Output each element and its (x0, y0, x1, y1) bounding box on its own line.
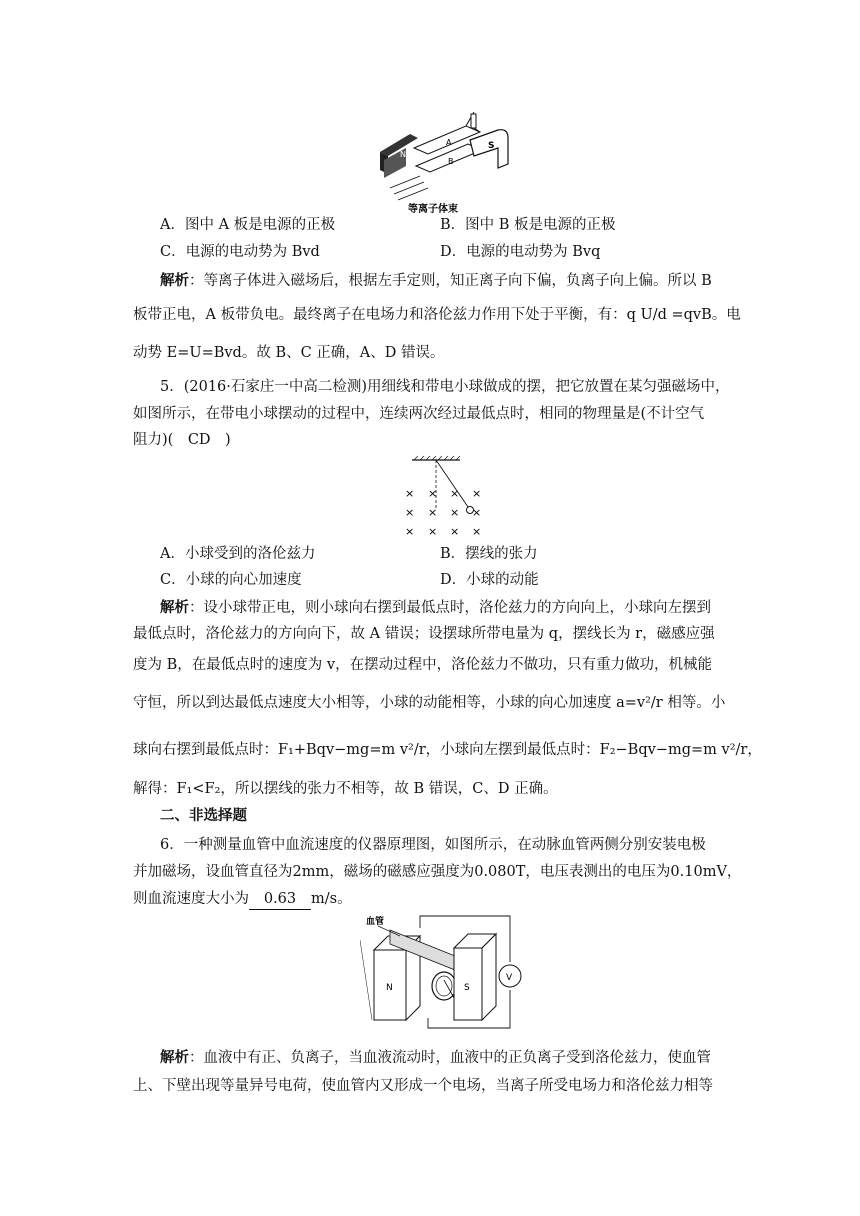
q6-jiexi-label: 解析 (160, 1049, 189, 1066)
south-pole-label: S (464, 983, 470, 993)
field-mark: × (428, 487, 438, 500)
q5-jiexi-label: 解析 (160, 599, 189, 616)
q5-solution-line-4: 守恒，所以到达最低点速度大小相等，小球的动能相等，小球的向心加速度 a=v²/r 相等。小 (133, 695, 726, 711)
q5-stem-line-1: 5．(2016·石家庄一中高二检测)用细线和带电小球做成的摆，把它放置在某匀强磁场中， (160, 379, 730, 395)
q4-solution-line-1 (160, 271, 712, 291)
fig1-label-s: S (488, 141, 495, 151)
section-heading: 二、非选择题 (160, 807, 247, 824)
field-mark: × (405, 525, 415, 538)
fig1-label-n: N (400, 150, 406, 159)
q5-option-a: A．小球受到的洛伦兹力 (160, 546, 316, 562)
q5-stem-line-2: 如图所示，在带电小球摆动的过程中，连续两次经过最低点时，相同的物理量是(不计空气 (133, 406, 705, 422)
field-mark: × (428, 506, 438, 519)
fig1-label-b: B (448, 157, 454, 166)
blood-vessel-label: 血管 (366, 917, 385, 927)
field-mark: × (472, 487, 482, 500)
q5-solution-line-3: 度为 B，在最低点时的速度为 v，在摆动过程中，洛伦兹力不做功，只有重力做功，机械能 (133, 657, 713, 673)
voltmeter-label: V (506, 973, 513, 983)
field-mark: × (472, 525, 482, 538)
q4-solution-line-2: 板带正电，A 板带负电。最终离子在电场力和洛伦兹力作用下处于平衡，有：q U/d =qvB。电 (133, 307, 741, 323)
field-mark: × (405, 506, 415, 519)
field-mark: × (450, 487, 460, 500)
q4-option-a: A．图中 A 板是电源的正极 (160, 217, 336, 233)
q6-stem-text: 则血流速度大小为 (133, 891, 249, 907)
q5-option-c: C．小球的向心加速度 (160, 572, 302, 588)
field-mark: × (405, 487, 415, 500)
blood-flow-meter-figure (360, 910, 530, 1032)
q5-solution-line-1 (160, 598, 711, 618)
q6-answer-blank: 0.63 (249, 889, 311, 910)
q4-option-d: D．电源的电动势为 Bvq (440, 244, 601, 260)
field-mark: × (450, 525, 460, 538)
field-mark: × (428, 525, 438, 538)
q5-solution-line-5: 球向右摆到最低点时：F₁+Bqv−mg=m v²/r，小球向左摆到最低点时：F₂−Bqv−mg=m v²/r， (133, 742, 762, 758)
q5-option-d: D．小球的动能 (440, 572, 539, 588)
q5-option-b: B．摆线的张力 (440, 546, 538, 562)
q5-solution-line-2: 最低点时，洛伦兹力的方向向下，故 A 错误；设摆球所带电量为 q，摆线长为 r，磁感应强 (133, 626, 715, 642)
field-mark: × (450, 506, 460, 519)
q5-solution-line-6: 解得：F₁<F₂，所以摆线的张力不相等，故 B 错误，C、D 正确。 (133, 781, 558, 797)
q5-stem-line-3: 阻力)( CD ) (133, 432, 231, 448)
q6-solution-line-1 (160, 1048, 711, 1068)
q6-solution-line-2: 上、下壁出现等量异号电荷，使血管内又形成一个电场，当离子所受电场力和洛伦兹力相等 (133, 1078, 713, 1094)
q6-unit-text: m/s。 (311, 891, 352, 907)
north-pole-label: N (386, 983, 393, 993)
pendulum-magnetic-field-figure (400, 452, 490, 538)
q6-solution-text-1: ：血液中有正、负离子，当血液流动时，血液中的正负离子受到洛伦兹力，使血管 (189, 1050, 711, 1066)
q6-stem-line-1: 6．一种测量血管中血流速度的仪器原理图，如图所示，在动脉血管两侧分别安装电极 (160, 837, 706, 853)
q6-stem-line-2: 并加磁场，设血管直径为2mm，磁场的磁感应强度为0.080T，电压表测出的电压为0.10mV， (133, 864, 742, 880)
fig1-label-a: A (446, 138, 452, 147)
q4-option-b: B．图中 B 板是电源的正极 (440, 217, 616, 233)
q5-solution-text-1: ：设小球带正电，则小球向右摆到最低点时，洛伦兹力的方向向上，小球向左摆到 (189, 600, 711, 616)
q6-stem-line-3 (133, 889, 352, 910)
q4-solution-text-1: ：等离子体进入磁场后，根据左手定则，知正离子向下偏，负离子向上偏。所以 B (189, 273, 712, 289)
q4-solution-line-3: 动势 E=U=Bvd。故 B、C 正确，A、D 错误。 (133, 345, 445, 361)
field-mark: × (472, 506, 482, 519)
q4-option-c: C．电源的电动势为 Bvd (160, 244, 320, 260)
fig1-caption: 等离子体束 (408, 204, 458, 215)
plasma-generator-figure (370, 108, 520, 220)
q4-jiexi-label: 解析 (160, 272, 189, 289)
